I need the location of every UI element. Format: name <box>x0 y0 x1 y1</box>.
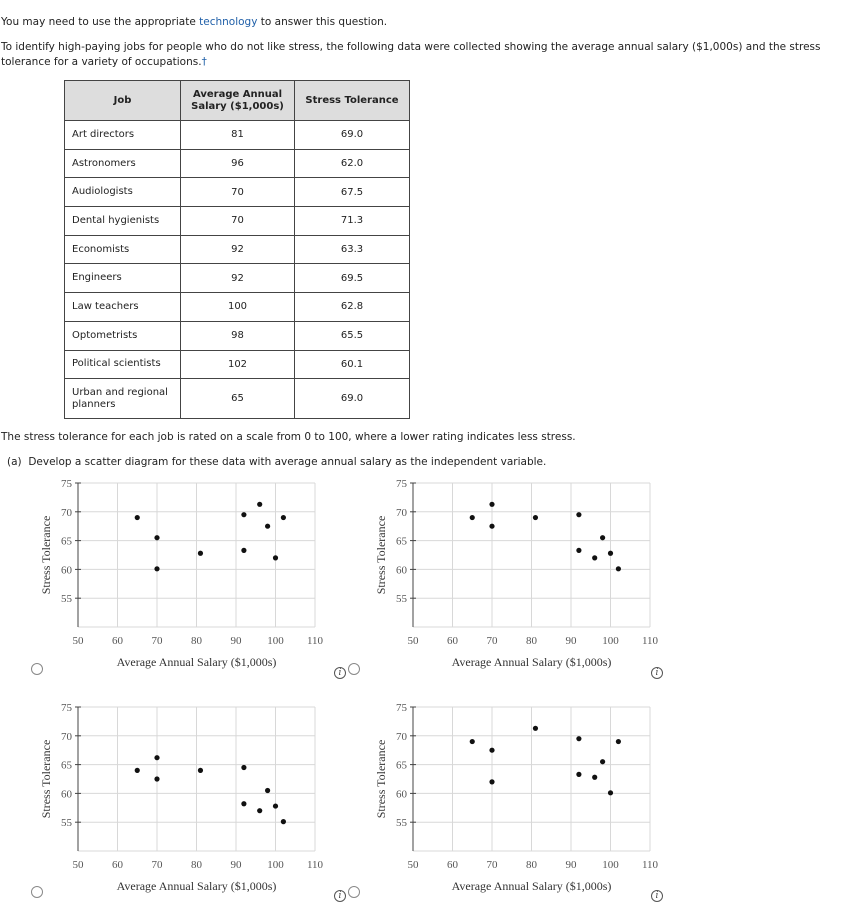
header-job: Job <box>65 81 181 121</box>
data-point <box>600 535 605 540</box>
x-tick-label: 80 <box>526 859 537 871</box>
y-tick-label: 60 <box>396 564 407 577</box>
y-tick-label: 75 <box>396 478 407 490</box>
cell-job: Urban and regional planners <box>65 379 181 419</box>
data-point <box>533 726 538 731</box>
question-a: (a) Develop a scatter diagram for these data with average annual salary as the independent variable. <box>7 456 547 468</box>
y-tick-label: 70 <box>396 506 407 519</box>
x-tick-label: 70 <box>486 859 498 871</box>
x-tick-label: 90 <box>230 859 242 871</box>
y-tick-label: 55 <box>61 817 72 830</box>
cell-salary: 81 <box>181 121 295 150</box>
x-axis-label: Average Annual Salary ($1,000s) <box>116 879 277 893</box>
x-tick-label: 110 <box>641 635 659 647</box>
data-point <box>576 772 581 777</box>
data-point <box>273 555 278 560</box>
x-axis-label: Average Annual Salary ($1,000s) <box>451 879 612 893</box>
cell-stress: 65.5 <box>295 321 410 350</box>
info-icon[interactable]: i <box>334 890 346 902</box>
cell-salary: 70 <box>181 207 295 236</box>
cell-job: Law teachers <box>65 293 181 322</box>
x-tick-label: 90 <box>565 859 577 871</box>
radio-option-d[interactable] <box>348 886 360 898</box>
radio-option-b[interactable] <box>348 663 360 675</box>
cell-stress: 62.0 <box>295 149 410 178</box>
data-point <box>470 739 475 744</box>
x-axis-label: Average Annual Salary ($1,000s) <box>116 655 277 669</box>
data-point <box>198 551 203 556</box>
data-point <box>257 502 262 507</box>
cell-salary: 98 <box>181 321 295 350</box>
data-point <box>241 548 246 553</box>
info-icon[interactable]: i <box>651 890 663 902</box>
table-row <box>65 149 410 178</box>
cell-salary: 70 <box>181 178 295 207</box>
y-tick-label: 75 <box>61 702 72 714</box>
cell-job: Optometrists <box>65 321 181 350</box>
data-point <box>273 803 278 808</box>
y-tick-label: 70 <box>61 730 72 743</box>
cell-stress: 63.3 <box>295 235 410 264</box>
table-row <box>65 264 410 293</box>
data-point <box>154 566 159 571</box>
cell-stress: 69.5 <box>295 264 410 293</box>
y-tick-label: 55 <box>396 593 407 606</box>
x-tick-label: 110 <box>306 859 324 871</box>
data-point <box>281 819 286 824</box>
data-point <box>257 808 262 813</box>
cell-salary: 65 <box>181 379 295 419</box>
y-tick-label: 70 <box>396 730 407 743</box>
data-point <box>489 748 494 753</box>
data-point <box>592 555 597 560</box>
data-point <box>616 739 621 744</box>
rating-note: The stress tolerance for each job is rated on a scale from 0 to 100, where a lower rating indicates less stress. <box>1 431 576 443</box>
data-point <box>489 502 494 507</box>
x-tick-label: 60 <box>447 859 458 871</box>
cell-job: Dental hygienists <box>65 207 181 236</box>
y-axis-label: Stress Tolerance <box>39 739 53 819</box>
scatter-option-c <box>0 694 340 904</box>
radio-option-c[interactable] <box>31 886 43 898</box>
data-point <box>608 790 613 795</box>
table-row <box>65 321 410 350</box>
table-row <box>65 207 410 236</box>
data-point <box>154 535 159 540</box>
x-tick-label: 90 <box>565 635 577 647</box>
cell-job: Economists <box>65 235 181 264</box>
cell-salary: 92 <box>181 235 295 264</box>
x-axis-label: Average Annual Salary ($1,000s) <box>451 655 612 669</box>
x-tick-label: 60 <box>112 635 123 647</box>
table-row <box>65 379 410 419</box>
table-header-row <box>65 81 410 121</box>
x-tick-label: 80 <box>191 859 202 871</box>
x-tick-label: 110 <box>641 859 659 871</box>
cell-salary: 92 <box>181 264 295 293</box>
x-tick-label: 60 <box>112 859 123 871</box>
y-tick-label: 60 <box>396 788 407 801</box>
cell-stress: 71.3 <box>295 207 410 236</box>
data-point <box>616 566 621 571</box>
info-icon[interactable]: i <box>334 667 346 679</box>
table-row <box>65 293 410 322</box>
cell-job: Audiologists <box>65 178 181 207</box>
data-point <box>241 801 246 806</box>
problem-text-line1: To identify high-paying jobs for people who do not like stress, the following data were collected showing the average annual salary ($1,000s) and the stress <box>1 41 821 53</box>
x-tick-label: 60 <box>447 635 458 647</box>
cell-stress: 60.1 <box>295 350 410 379</box>
technology-link[interactable]: technology <box>199 16 258 28</box>
y-tick-label: 65 <box>61 535 72 548</box>
data-point <box>265 524 270 529</box>
y-tick-label: 65 <box>61 759 72 772</box>
data-point <box>576 512 581 517</box>
x-tick-label: 100 <box>267 635 284 647</box>
x-tick-label: 70 <box>151 635 163 647</box>
table-row <box>65 235 410 264</box>
x-tick-label: 70 <box>486 635 498 647</box>
x-tick-label: 50 <box>72 635 84 647</box>
x-tick-label: 50 <box>407 635 419 647</box>
cell-stress: 62.8 <box>295 293 410 322</box>
data-point <box>470 515 475 520</box>
data-point <box>576 736 581 741</box>
cell-job: Engineers <box>65 264 181 293</box>
header-salary: Average Annual Salary ($1,000s) <box>181 81 295 121</box>
scatter-option-a <box>0 470 340 680</box>
cell-stress: 67.5 <box>295 178 410 207</box>
data-point <box>489 524 494 529</box>
table-row <box>65 350 410 379</box>
data-point <box>608 551 613 556</box>
data-point <box>241 512 246 517</box>
scatter-option-d <box>330 694 660 904</box>
y-tick-label: 70 <box>61 506 72 519</box>
x-tick-label: 100 <box>602 635 619 647</box>
dagger-footnote-link[interactable]: † <box>201 56 207 68</box>
data-point <box>489 779 494 784</box>
x-tick-label: 70 <box>151 859 163 871</box>
data-point <box>154 776 159 781</box>
data-point <box>198 768 203 773</box>
cell-job: Political scientists <box>65 350 181 379</box>
cell-salary: 102 <box>181 350 295 379</box>
x-tick-label: 50 <box>72 859 84 871</box>
y-tick-label: 55 <box>61 593 72 606</box>
data-point <box>265 788 270 793</box>
data-point <box>154 755 159 760</box>
y-tick-label: 60 <box>61 564 72 577</box>
table-row <box>65 178 410 207</box>
y-tick-label: 55 <box>396 817 407 830</box>
data-table <box>64 80 410 419</box>
y-tick-label: 75 <box>396 702 407 714</box>
data-point <box>135 768 140 773</box>
y-axis-label: Stress Tolerance <box>39 515 53 595</box>
x-tick-label: 80 <box>526 635 537 647</box>
data-point <box>600 759 605 764</box>
x-tick-label: 100 <box>267 859 284 871</box>
x-tick-label: 80 <box>191 635 202 647</box>
data-point <box>576 548 581 553</box>
info-icon[interactable]: i <box>651 667 663 679</box>
x-tick-label: 100 <box>602 859 619 871</box>
cell-job: Art directors <box>65 121 181 150</box>
y-tick-label: 75 <box>61 478 72 490</box>
data-point <box>135 515 140 520</box>
header-stress: Stress Tolerance <box>295 81 410 121</box>
data-point <box>533 515 538 520</box>
cell-salary: 100 <box>181 293 295 322</box>
table-row <box>65 121 410 150</box>
instruction-line: You may need to use the appropriate technology to answer this question. <box>1 16 388 28</box>
cell-salary: 96 <box>181 149 295 178</box>
x-tick-label: 50 <box>407 859 419 871</box>
cell-stress: 69.0 <box>295 121 410 150</box>
data-point <box>281 515 286 520</box>
x-tick-label: 110 <box>306 635 324 647</box>
data-point <box>241 765 246 770</box>
x-tick-label: 90 <box>230 635 242 647</box>
scatter-option-b <box>330 470 660 680</box>
y-axis-label: Stress Tolerance <box>374 515 388 595</box>
y-tick-label: 65 <box>396 759 407 772</box>
radio-option-a[interactable] <box>31 663 43 675</box>
y-tick-label: 60 <box>61 788 72 801</box>
cell-stress: 69.0 <box>295 379 410 419</box>
y-axis-label: Stress Tolerance <box>374 739 388 819</box>
y-tick-label: 65 <box>396 535 407 548</box>
problem-text-line2: tolerance for a variety of occupations.† <box>1 56 207 68</box>
cell-job: Astronomers <box>65 149 181 178</box>
data-point <box>592 775 597 780</box>
